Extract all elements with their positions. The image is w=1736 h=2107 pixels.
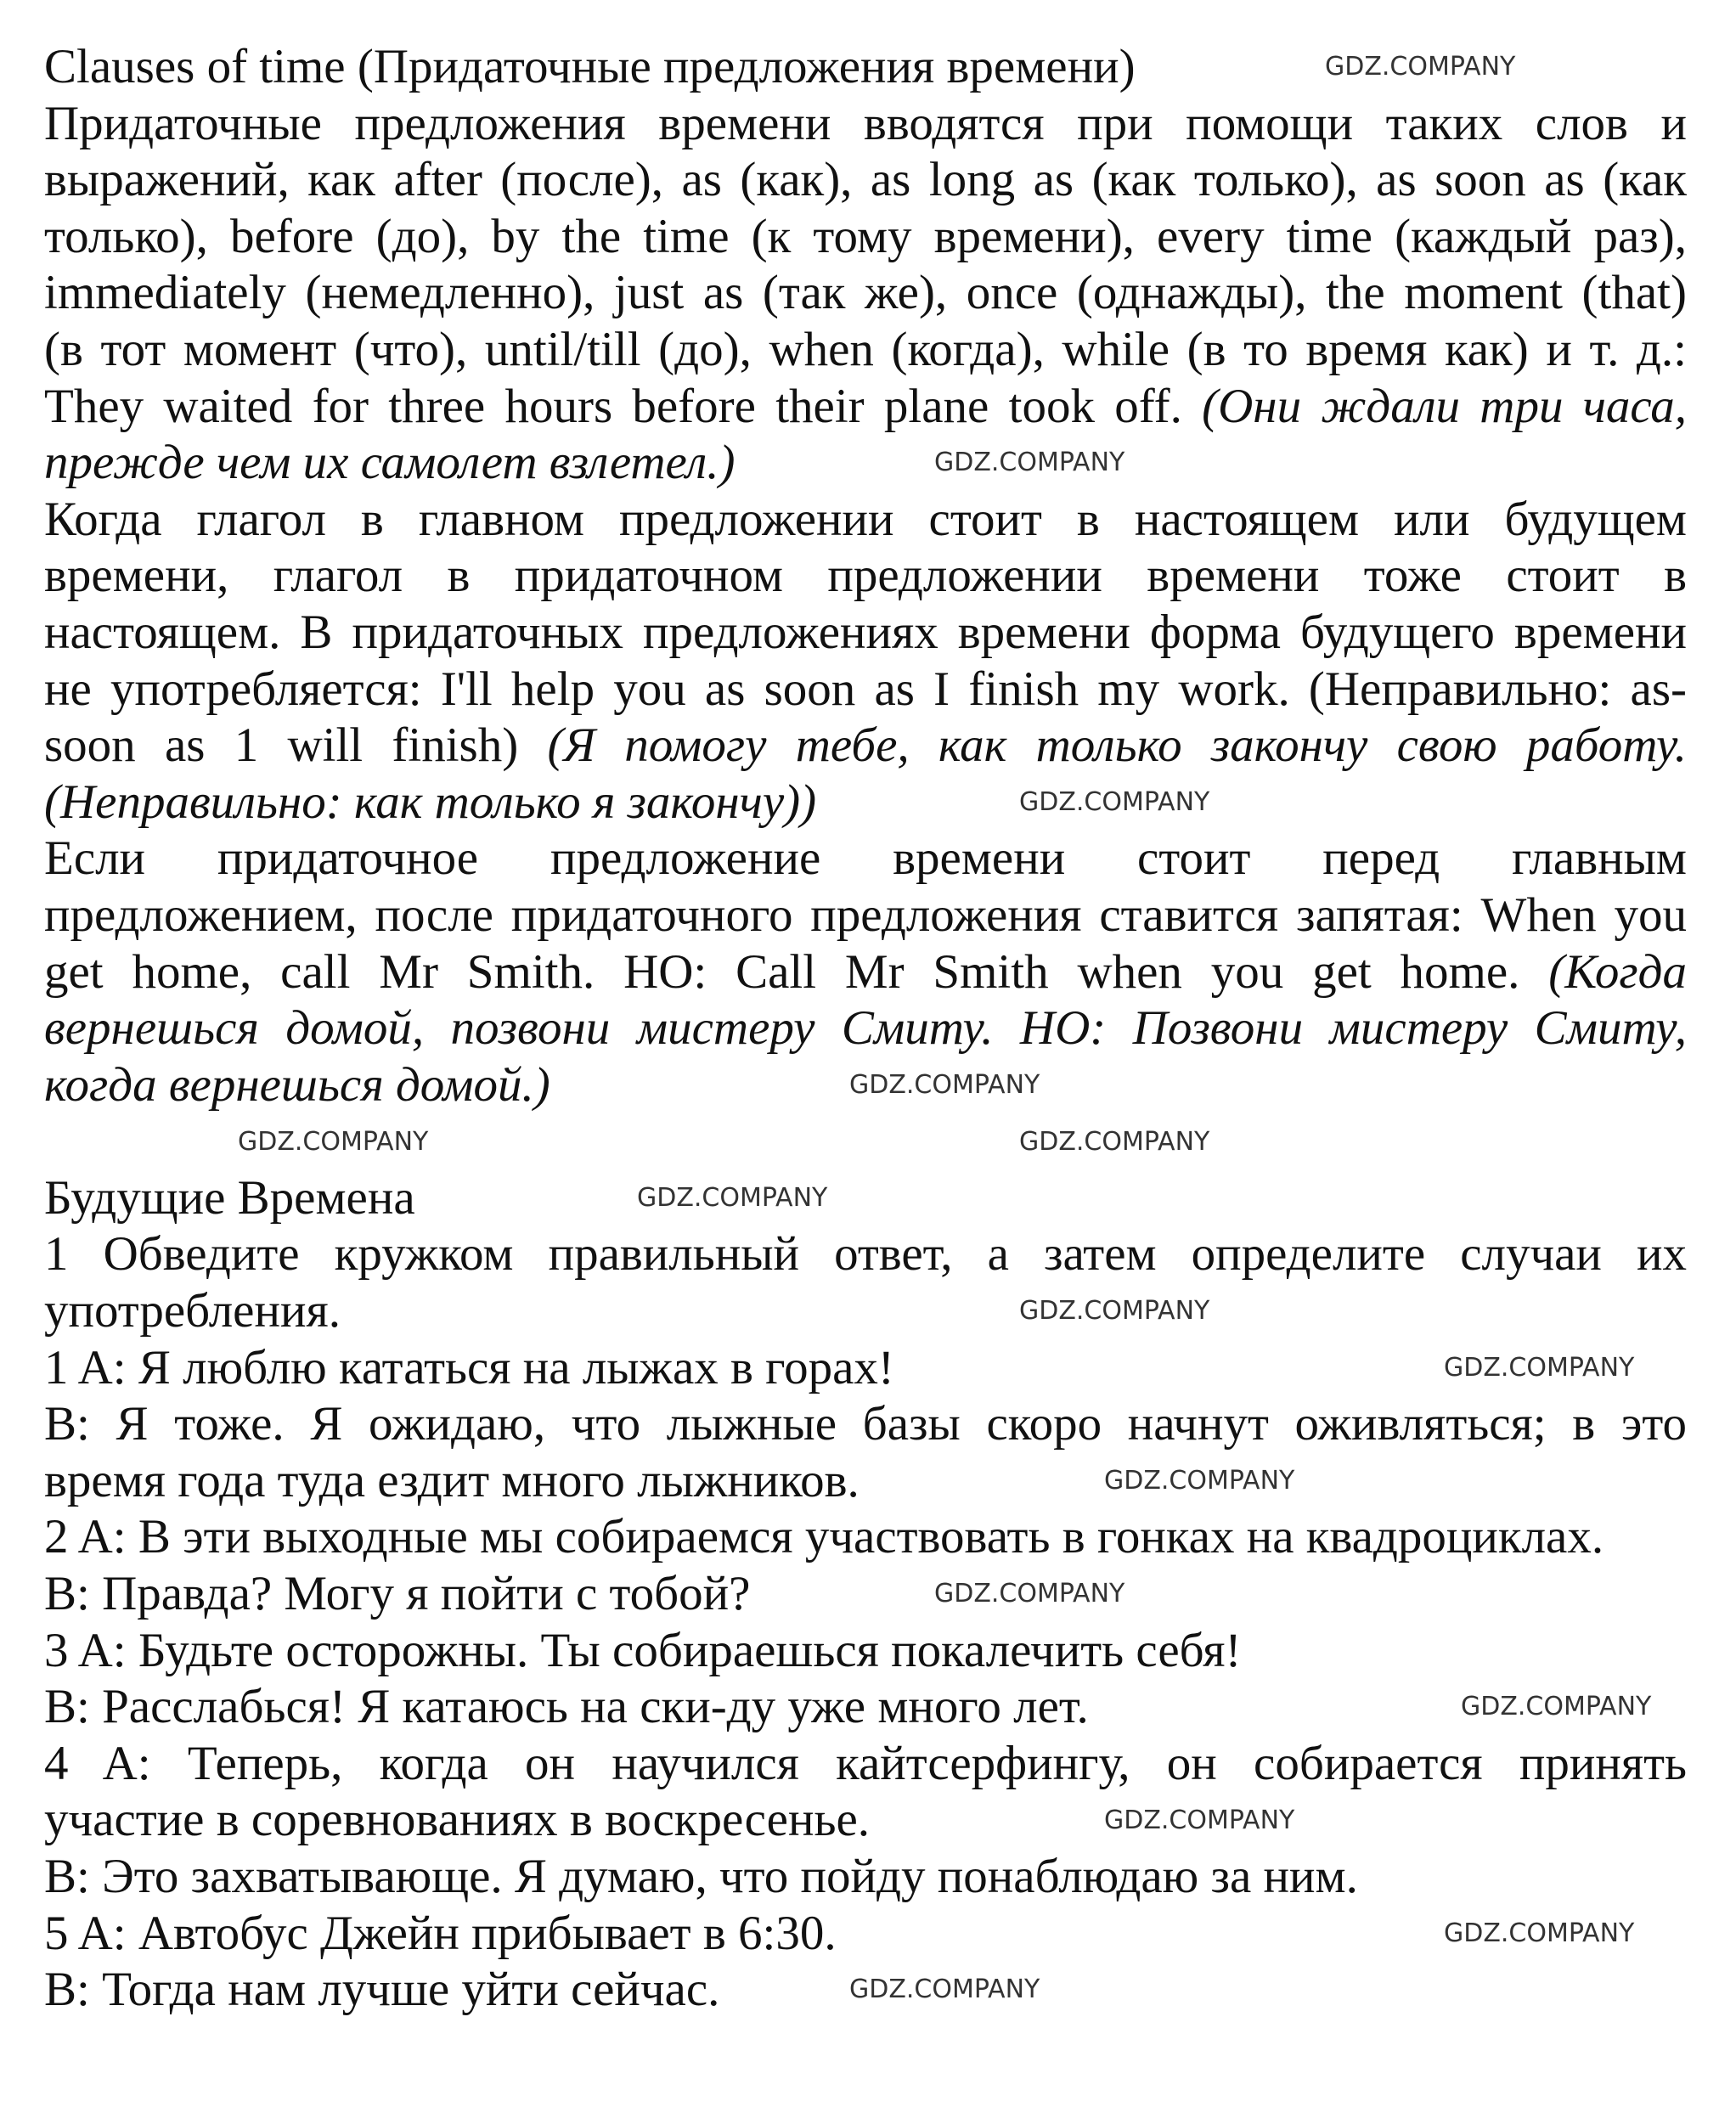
watermark: GDZ.COMPANY — [849, 1975, 1040, 2004]
text-segment: Если придаточное предложение времени стоит перед главным — [44, 831, 1687, 886]
text-line — [44, 1283, 1687, 1340]
text-line — [44, 1170, 1687, 1227]
text-line — [44, 1792, 1687, 1849]
text-segment: выражений, как after (после), as (как), as long as (как только), as soon as (как — [44, 153, 1687, 207]
text-line — [44, 831, 1687, 887]
text-line — [44, 1340, 1687, 1397]
text-segment: B: Я тоже. Я ожидаю, что лыжные базы скоро начнут оживляться; в это — [44, 1397, 1687, 1451]
text-line — [44, 662, 1687, 718]
text-segment: soon as 1 will finish) — [44, 718, 548, 773]
watermark: GDZ.COMPANY — [1461, 1692, 1652, 1721]
watermark: GDZ.COMPANY — [637, 1183, 828, 1213]
text-segment: 3 A: Будьте осторожны. Ты собираешься покалечить себя! — [44, 1623, 1242, 1677]
text-segment: B: Это захватывающе. Я думаю, что пойду понаблюдаю за ним. — [44, 1850, 1358, 1903]
text-line — [44, 322, 1687, 379]
text-segment: 2 A: В эти выходные мы собираемся участвовать в гонках на квадроциклах. — [44, 1510, 1604, 1564]
text-line — [44, 718, 1687, 775]
text-line — [44, 1906, 1687, 1963]
document-body — [44, 39, 1687, 2019]
text-segment: B: Правда? Могу я пойти с тобой? — [44, 1567, 751, 1621]
text-line — [44, 265, 1687, 322]
watermark: GDZ.COMPANY — [934, 448, 1125, 477]
text-line — [44, 1623, 1687, 1680]
text-line — [44, 1849, 1687, 1906]
text-line — [44, 1396, 1687, 1453]
text-segment: immediately (немедленно), just as (так же), once (однажды), the moment (that) — [44, 266, 1687, 320]
italic-translation: когда вернешься домой.) — [44, 1057, 550, 1112]
text-line — [44, 96, 1687, 153]
text-line — [44, 548, 1687, 605]
italic-translation: (Когда — [1548, 944, 1687, 999]
italic-translation: (Я помогу тебе, как только закончу свою работу. — [547, 718, 1687, 773]
text-line — [44, 944, 1687, 1001]
text-segment: участие в соревнованиях в воскресенье. — [44, 1793, 871, 1847]
text-line — [44, 1226, 1687, 1283]
text-line — [44, 1736, 1687, 1793]
text-line — [44, 152, 1687, 209]
text-segment: They waited for three hours before their plane took off. — [44, 379, 1203, 433]
text-segment: (в тот момент (что), until/till (до), when (когда), while (в то время как) и т. д.: — [44, 322, 1687, 376]
text-line — [44, 379, 1687, 436]
text-line — [44, 1509, 1687, 1566]
text-segment: 1 Обведите кружком правильный ответ, а затем определите случаи их — [44, 1227, 1687, 1282]
text-segment: Clauses of time (Придаточные предложения времени) — [44, 40, 1136, 93]
watermark: GDZ.COMPANY — [1444, 1353, 1635, 1383]
text-segment: 5 A: Автобус Джейн прибывает в 6:30. — [44, 1906, 837, 1960]
text-segment: не употребляется: I'll help you as soon as I finish my work. (Неправильно: as- — [44, 662, 1687, 716]
text-line — [44, 1453, 1687, 1510]
italic-translation: прежде чем их самолет взлетел.) — [44, 436, 736, 490]
watermark: GDZ.COMPANY — [1104, 1466, 1295, 1496]
text-line — [44, 435, 1687, 492]
watermark: GDZ.COMPANY — [1019, 1127, 1210, 1157]
text-segment: Когда глагол в главном предложении стоит в настоящем или будущем — [44, 492, 1687, 546]
text-line — [44, 887, 1687, 944]
text-line — [44, 1000, 1687, 1057]
italic-translation: (Они ждали три часа, — [1202, 379, 1687, 433]
text-segment: только), before (до), by the time (к тому времени), every time (каждый раз), — [44, 209, 1687, 263]
text-segment: Будущие Времена — [44, 1170, 415, 1225]
text-segment: B: Расслабься! Я катаюсь на ски-ду уже много лет. — [44, 1680, 1089, 1734]
watermark: GDZ.COMPANY — [1019, 787, 1210, 817]
watermark: GDZ.COMPANY — [849, 1070, 1040, 1100]
text-line — [44, 1679, 1687, 1736]
text-segment: предложением, после придаточного предложения ставится запятая: When you — [44, 887, 1687, 942]
text-segment: get home, call Mr Smith. НО: Call Mr Smith when you get home. — [44, 944, 1549, 999]
text-line — [44, 775, 1687, 831]
text-segment: 1 A: Я люблю кататься на лыжах в горах! — [44, 1340, 894, 1394]
text-segment: время года туда ездит много лыжников. — [44, 1453, 860, 1507]
italic-translation: вернешься домой, позвони мистеру Смиту. НО: Позвони мистеру Смиту, — [44, 1001, 1687, 1056]
text-segment: B: Тогда нам лучше уйти сейчас. — [44, 1963, 720, 2017]
text-segment: настоящем. В придаточных предложениях времени форма будущего времени — [44, 605, 1687, 659]
watermark: GDZ.COMPANY — [1325, 52, 1516, 82]
text-line — [44, 1566, 1687, 1623]
text-segment: Придаточные предложения времени вводятся при помощи таких слов и — [44, 96, 1687, 150]
text-segment: употребления. — [44, 1284, 341, 1338]
watermark: GDZ.COMPANY — [1019, 1296, 1210, 1326]
watermark: GDZ.COMPANY — [934, 1579, 1125, 1608]
watermark: GDZ.COMPANY — [238, 1127, 429, 1157]
watermark: GDZ.COMPANY — [1444, 1918, 1635, 1948]
text-segment: времени, глагол в придаточном предложении времени тоже стоит в — [44, 549, 1687, 603]
text-segment: 4 A: Теперь, когда он научился кайтсерфингу, он собирается принять — [44, 1736, 1687, 1790]
text-line — [44, 492, 1687, 549]
watermark: GDZ.COMPANY — [1104, 1806, 1295, 1835]
text-line — [44, 605, 1687, 662]
text-line — [44, 209, 1687, 266]
italic-translation: (Неправильно: как только я закончу)) — [44, 775, 817, 829]
